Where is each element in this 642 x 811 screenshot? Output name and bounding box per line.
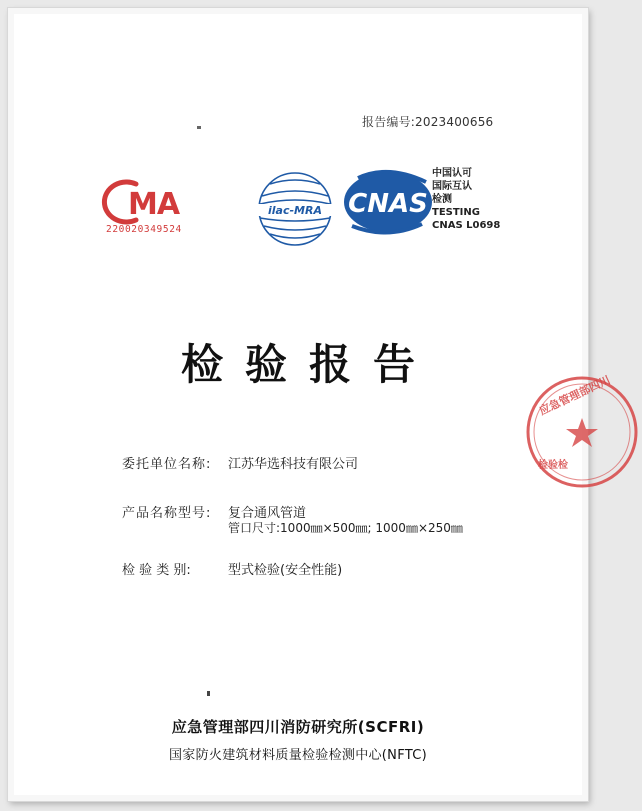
product-size-value: 管口尺寸:1000㎜×500㎜; 1000㎜×250㎜ — [228, 521, 463, 535]
product-label: 产品名称型号: — [122, 506, 212, 521]
report-cover-page — [8, 8, 613, 801]
speck-mark — [197, 126, 201, 129]
ilac-logo-text: ilac-MRA — [268, 204, 322, 217]
client-label: 委托单位名称: — [122, 457, 212, 472]
seal-text-lower: 检验检 — [538, 460, 568, 471]
testing-center: 国家防火建筑材料质量检验检测中心(NFTC) — [169, 748, 427, 763]
cnas-logo-icon — [340, 162, 438, 240]
cnas-logo-text: CNAS — [348, 189, 428, 219]
cnas-accreditation-text — [432, 167, 500, 232]
inspection-type-label: 检 验 类 别: — [122, 563, 191, 578]
cma-number: 220020349524 — [106, 224, 182, 235]
cnas-line: CNAS L0698 — [432, 220, 501, 231]
document-title: 检验报告 — [180, 340, 437, 389]
client-value: 江苏华选科技有限公司 — [228, 457, 359, 472]
report-number: 报告编号:2023400656 — [362, 115, 494, 129]
product-value: 复合通风管道 — [228, 506, 307, 521]
cma-logo-text: MA — [128, 187, 180, 222]
ilac-mra-logo-icon — [252, 166, 338, 252]
cnas-line: TESTING — [432, 207, 480, 218]
speck-mark — [207, 691, 210, 696]
issuing-institute: 应急管理部四川消防研究所(SCFRI) — [171, 718, 425, 736]
seal-text: 应急管理部四川 — [537, 373, 613, 418]
official-seal-icon — [522, 372, 642, 492]
inspection-type-value: 型式检验(安全性能) — [228, 563, 343, 578]
cnas-line: 国际互认 — [432, 181, 472, 192]
cnas-line: 中国认可 — [432, 168, 472, 179]
cnas-line: 检测 — [432, 194, 452, 205]
